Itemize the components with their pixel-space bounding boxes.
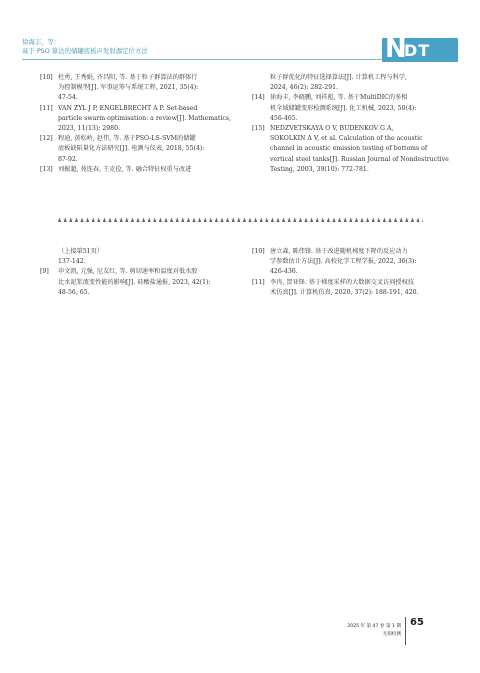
divider-tick (360, 218, 363, 223)
divider-tick (276, 218, 279, 223)
section-divider (58, 216, 423, 224)
reference-number: [10] (252, 248, 265, 255)
divider-tick (400, 218, 403, 223)
references-bottom-left (40, 247, 245, 298)
divider-tick (349, 218, 352, 223)
divider-tick (304, 218, 307, 223)
reference-line: 137-142. (58, 258, 86, 266)
divider-tick (164, 218, 167, 223)
divider-tick (215, 218, 218, 223)
reference-line: 比水泥浆流变性能的影响[J]. 硅酸盐通报, 2023, 42(1): (58, 278, 211, 286)
divider-tick (159, 218, 162, 223)
reference-line: 为控制模型[J]. 军事运筹与系统工程, 2021, 35(4): (58, 84, 199, 92)
divider-tick (316, 218, 319, 223)
reference-entry (40, 165, 245, 175)
divider-tick (388, 218, 391, 223)
divider-tick (344, 218, 347, 223)
reference-line: Testing, 2003, 39(10): 772-781. (270, 165, 369, 173)
footer-journal-name: 无损检测 (382, 632, 401, 637)
reference-number: [9] (40, 268, 49, 276)
reference-line: 杜勇, 王秀娟, 齐昌阳, 等. 基于粒子群算法的群体行 (58, 74, 198, 81)
divider-tick (260, 218, 263, 223)
reference-line: 48-56, 65. (58, 288, 90, 296)
divider-tick (176, 218, 179, 223)
reference-entry (252, 93, 457, 124)
divider-tick (293, 218, 296, 223)
divider-tick (321, 218, 324, 223)
divider-tick (232, 218, 235, 223)
reference-line: 426-436. (270, 268, 298, 276)
divider-tick (192, 218, 195, 223)
reference-line: 申文凯, 元强, 尼友红, 等. 剪切速率和温度对低水胶 (58, 268, 198, 276)
page-number: 65 (410, 617, 424, 628)
divider-tick (422, 218, 423, 223)
logo-letters-dt: DT (404, 41, 431, 60)
reference-number: [13] (40, 165, 53, 173)
divider-tick (209, 218, 212, 223)
divider-tick (355, 218, 358, 223)
divider-tick (310, 218, 313, 223)
reference-line: 底板缺陷量化方法研究[J]. 电测与仪表, 2018, 55(4): (58, 145, 205, 153)
divider-tick (405, 218, 408, 223)
divider-tick (372, 218, 375, 223)
divider-tick (181, 218, 184, 223)
divider-tick (394, 218, 397, 223)
reference-line: vertical steel tanks[J]. Russian Journal of Nondestructive (270, 155, 449, 163)
divider-tick (254, 218, 257, 223)
reference-line: SOKOLKIN A V, et al. Calculation of the acoustic (270, 135, 423, 143)
divider-tick (282, 218, 285, 223)
reference-number: [11] (252, 278, 265, 286)
divider-tick (142, 218, 145, 223)
divider-tick (69, 218, 72, 223)
divider-tick (86, 218, 89, 223)
reference-line: 2024, 46(2): 282-291. (270, 84, 339, 92)
divider-tick (383, 218, 386, 223)
header-rule (22, 59, 393, 60)
reference-line: 学参数估计方法[J]. 高校化学工程学报, 2022, 36(3): (270, 258, 417, 266)
divider-tick (80, 218, 83, 223)
divider-tick (220, 218, 223, 223)
divider-tick (114, 218, 117, 223)
divider-tick (288, 218, 291, 223)
divider-tick (416, 218, 419, 223)
divider-tick (97, 218, 100, 223)
divider-tick (327, 218, 330, 223)
reference-line: 87-92. (58, 155, 78, 163)
divider-tick (75, 218, 78, 223)
reference-number: [12] (40, 135, 53, 143)
divider-tick (131, 218, 134, 223)
divider-tick (237, 218, 240, 223)
reference-entry (40, 134, 245, 165)
reference-line: 李冉, 贺亚锋. 基于梯度采样的大数据交叉访问授权技 (270, 278, 414, 286)
reference-line: 徐海丰, 李晓鹏, 刘祥彪, 等. 基于MultiDIC的多相 (270, 94, 408, 102)
divider-tick (226, 218, 229, 223)
divider-tick (92, 218, 95, 223)
references-bottom-right (252, 247, 457, 298)
divider-tick (148, 218, 151, 223)
reference-entry (252, 124, 457, 175)
divider-tick (243, 218, 246, 223)
references-top-right (252, 73, 457, 175)
reference-line: 2023, 11(13): 2980. (58, 125, 121, 133)
reference-entry (40, 104, 245, 135)
divider-tick (366, 218, 369, 223)
journal-logo (382, 34, 458, 64)
reference-entry (252, 278, 457, 298)
reference-line: 47-54. (58, 94, 78, 102)
reference-entry (252, 73, 457, 93)
divider-tick (120, 218, 123, 223)
logo-letter-n: N (385, 34, 407, 64)
divider-tick (411, 218, 414, 223)
reference-line: 唐立森, 陈伟锋. 基于改进随机梯度下降的反应动力 (270, 248, 408, 255)
reference-entry (40, 247, 245, 267)
running-header-title: 基于 PSO 算法的储罐底板声发射源定位方法 (22, 47, 148, 55)
divider-tick (377, 218, 380, 223)
reference-entry (40, 267, 245, 298)
divider-tick (136, 218, 139, 223)
divider-tick (204, 218, 207, 223)
divider-tick (198, 218, 201, 223)
reference-line: 机全域储罐变形检测系统[J]. 化工机械, 2023, 50(4): (270, 104, 417, 112)
footer-rule (405, 617, 406, 645)
reference-line: NEDZVETSKAYA O V, BUDENKOV G A, (270, 125, 394, 133)
divider-tick (170, 218, 173, 223)
running-header-authors: 徐海丰，等： (22, 38, 61, 46)
footer-issue: 2025 年 第 47 卷 第 1 期 (347, 624, 401, 629)
reference-entry (40, 73, 245, 104)
reference-line: channel in acoustic emission testing of bottoms of (270, 145, 428, 153)
reference-entry (252, 247, 457, 278)
references-top-left (40, 73, 245, 175)
divider-tick (125, 218, 128, 223)
divider-tick (58, 218, 61, 223)
divider-tick (153, 218, 156, 223)
divider-tick (248, 218, 251, 223)
reference-line: VAN ZYL J P, ENGELBRECHT A P. Set-based (58, 104, 198, 112)
reference-number: [11] (40, 104, 53, 112)
divider-tick (108, 218, 111, 223)
divider-tick (64, 218, 67, 223)
reference-number: [15] (252, 125, 265, 133)
reference-line: 刘振超, 苑连春, 王克俭, 等. 融合特征权重与改进 (58, 165, 192, 173)
reference-number: [10] (40, 74, 53, 81)
reference-line: 456-465. (270, 114, 298, 122)
reference-line: 术仿真[J]. 计算机仿真, 2020, 37(2): 188-191, 420. (270, 288, 419, 296)
reference-line: particle swarm optimisation: a review[J]. Mathematics, (58, 114, 231, 122)
reference-number: [14] (252, 94, 265, 102)
divider-tick (103, 218, 106, 223)
reference-line: 粒子群优化的特征选择算法[J]. 计算机工程与科学, (270, 74, 407, 81)
divider-tick (338, 218, 341, 223)
reference-line: （上接第51页） (58, 248, 103, 255)
divider-tick (299, 218, 302, 223)
reference-line: 程迪, 黄松岭, 赵伟, 等. 基于PSO-LS-SVM的储罐 (58, 135, 196, 143)
divider-tick (187, 218, 190, 223)
divider-tick (332, 218, 335, 223)
divider-tick (271, 218, 274, 223)
divider-tick (265, 218, 268, 223)
